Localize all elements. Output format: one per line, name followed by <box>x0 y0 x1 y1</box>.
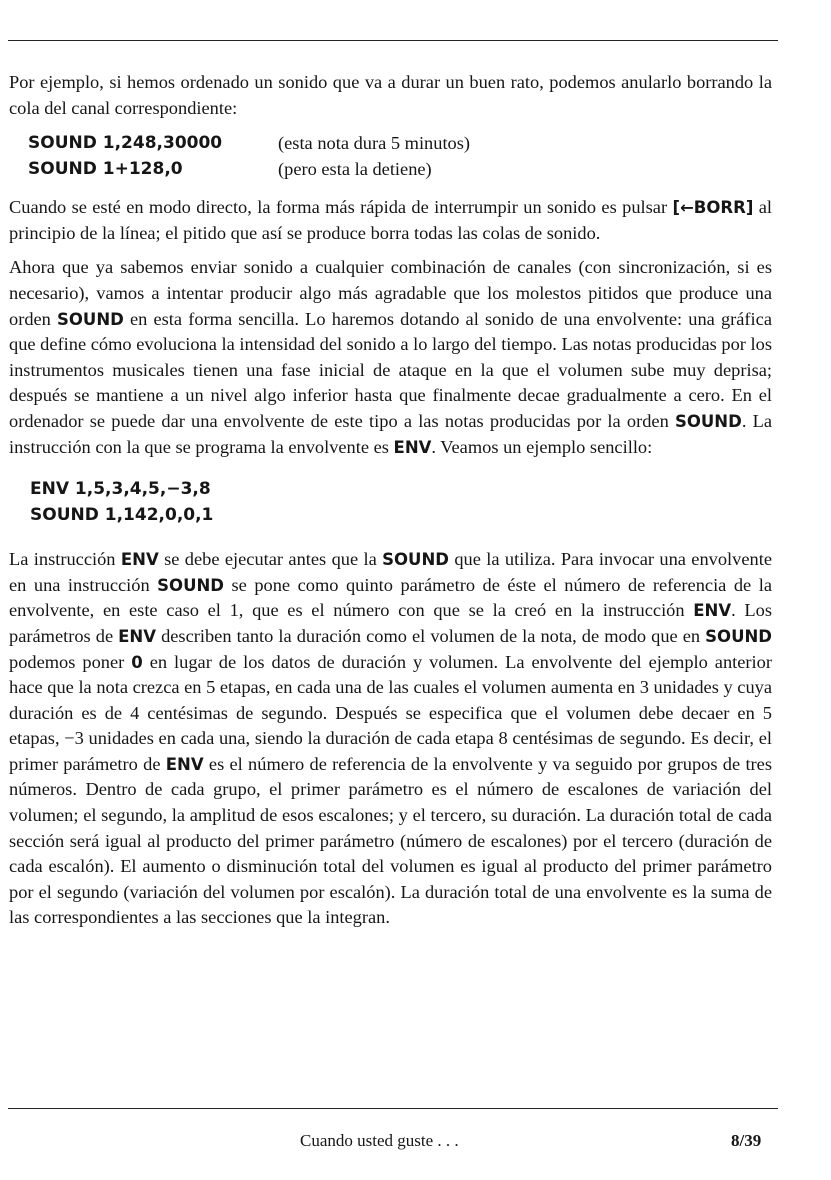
bottom-rule <box>8 1108 778 1109</box>
keyword: ENV <box>165 754 204 774</box>
text: se debe ejecutar antes que la <box>158 549 383 570</box>
keyword: SOUND <box>382 550 449 570</box>
text: Cuando se esté en modo directo, la forma más rápida de interrumpir un sonido es pulsar <box>9 197 673 218</box>
code-command: SOUND 1+128,0 <box>28 159 183 180</box>
text: que la utiliza. Para invocar una envolvente en una instrucción <box>9 549 772 595</box>
keyword: [←BORR] <box>672 198 754 218</box>
top-rule <box>8 40 778 41</box>
keyword: SOUND <box>674 411 742 431</box>
running-title: Cuando usted guste . . . <box>300 1131 459 1150</box>
paragraph-2 <box>9 195 772 246</box>
code-comment: (pero esta la detiene) <box>278 159 432 180</box>
text: al principio de la línea; el pitido que así se produce borra todas las colas de sonido. <box>9 197 772 243</box>
keyword: ENV <box>118 626 157 646</box>
code-line <box>28 130 772 156</box>
code-command: SOUND 1,248,30000 <box>28 133 223 154</box>
keyword: SOUND <box>157 575 224 595</box>
text: Por ejemplo, si hemos ordenado un sonido que va a durar un buen rato, podemos anularlo borrando la cola del canal correspondiente: <box>9 72 772 118</box>
keyword: ENV <box>393 437 432 457</box>
page-number: 8/39 <box>731 1131 762 1150</box>
text: es el número de referencia de la envolvente y va seguido por grupos de tres números. Dentro de cada grupo, el primer parámetro es el número de escalones de variación del volumen; el segundo, la amplitud de esos escalones; y el tercero, su duración. La duración total de cada sección será igual al producto del primer parámetro (número de escalones) por el tercero (duración de cada escalón). El aumento o disminución total del volumen es igual al producto del primer parámetro por el segundo (variación del volumen por escalón). La duración total de una envolvente es la suma de las correspondientes a las secciones que la integran. <box>9 753 772 928</box>
code-line <box>28 156 772 182</box>
text: Ahora que ya sabemos enviar sonido a cualquier combinación de canales (con sincronización, si es necesario), vamos a intentar producir algo más agradable que los molestos pitidos que produce una orden <box>9 257 772 329</box>
text: en esta forma sencilla. Lo haremos dotando al sonido de una envolvente: una gráfica que define cómo evoluciona la intensidad del sonido a lo largo del tiempo. Las notas producidas por los instrumentos musicales tienen una fase inicial de ataque en la que el volumen sube muy deprisa; después se mantiene a un nivel algo inferior hasta que finalmente decae gradualmente a cero. En el ordenador se puede dar una envolvente de este tipo a las notas producidas por la orden <box>9 308 772 431</box>
paragraph-1 <box>9 70 772 121</box>
keyword: 0 <box>131 652 143 672</box>
paragraph-3 <box>9 255 772 460</box>
code-line: SOUND 1,142,0,0,1 <box>30 505 214 526</box>
code-example-2 <box>30 476 772 528</box>
code-comment: (esta nota dura 5 minutos) <box>278 133 471 154</box>
keyword: SOUND <box>57 309 124 329</box>
text: describen tanto la duración como el volumen de la nota, de modo que en <box>156 625 706 646</box>
code-line: ENV 1,5,3,4,5,−3,8 <box>30 479 211 500</box>
text: podemos poner <box>9 651 132 672</box>
text: . Veamos un ejemplo sencillo: <box>431 436 653 457</box>
text: . La instrucción con la que se programa la envolvente es <box>9 410 773 457</box>
page-body <box>9 70 772 931</box>
keyword: ENV <box>693 601 732 621</box>
text: La instrucción <box>9 549 121 570</box>
keyword: ENV <box>120 550 159 570</box>
code-example-1 <box>28 130 772 182</box>
paragraph-4 <box>9 547 772 931</box>
keyword: SOUND <box>705 626 772 646</box>
text: . Los parámetros de <box>9 600 772 646</box>
text: se pone como quinto parámetro de éste el número de referencia de la envolvente, en este caso el 1, que es el número con que se la creó en la instrucción <box>9 574 772 621</box>
text: en lugar de los datos de duración y volumen. La envolvente del ejemplo anterior hace que la nota crezca en 5 etapas, en cada una de las cuales el volumen aumenta en 3 unidades y cuya duración es de 4 centésimas de segundo. Después se especifica que el volumen debe decaer en 5 etapas, −3 unidades en cada una, siendo la duración de cada etapa 8 centésimas de segundo. Es decir, el primer parámetro de <box>9 651 772 774</box>
